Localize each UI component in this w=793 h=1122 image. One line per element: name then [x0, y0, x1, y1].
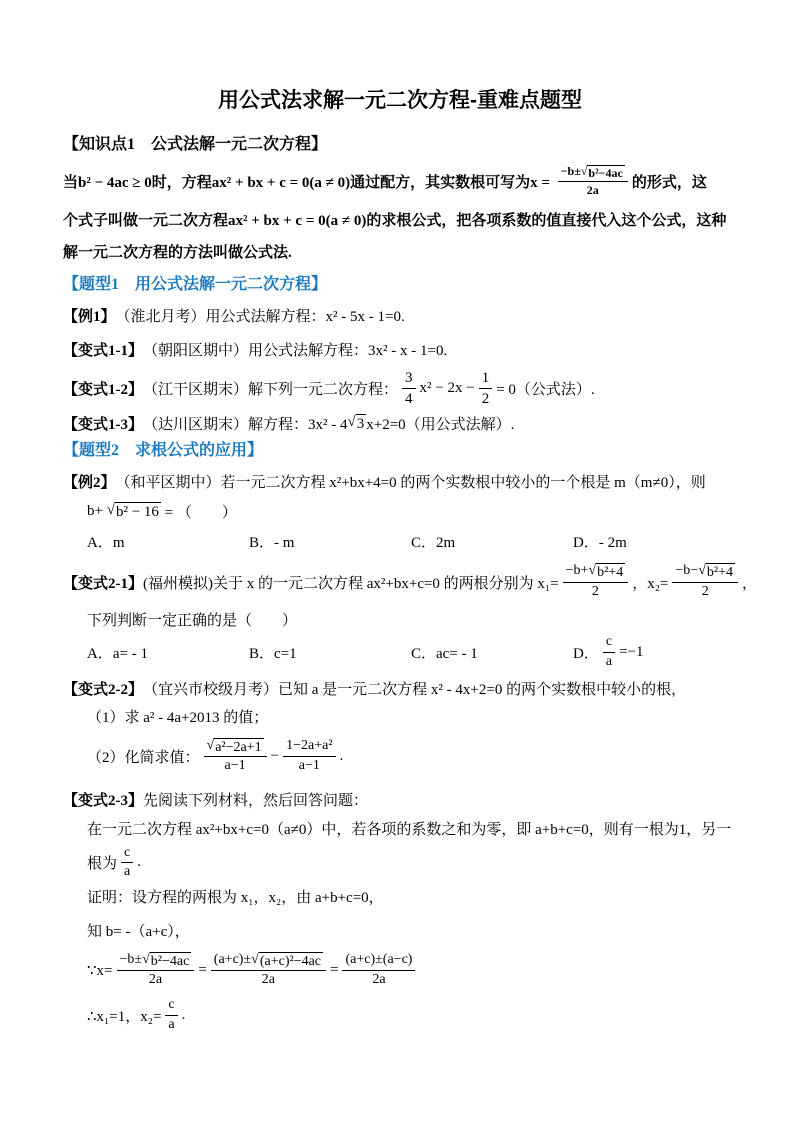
- option-c: C．ac= - 1: [411, 645, 478, 662]
- example2-formula-post: = （ ）: [160, 504, 237, 521]
- problem-variant2-2: [63, 675, 737, 703]
- radicand: b²+4: [597, 565, 624, 581]
- example2-formula-pre: b+: [87, 502, 107, 519]
- knowledge-point-heading-text: 【知识点1 公式法解一元二次方程】: [63, 135, 328, 153]
- radical: [142, 952, 191, 969]
- option-d-prefix: D．: [573, 645, 599, 662]
- fraction-denominator: 2: [591, 583, 599, 599]
- c-over-a-fraction: [121, 845, 133, 882]
- period: .: [181, 1006, 186, 1023]
- variant2-1-pre: (福州模拟)关于 x 的一元二次方程 ax²+bx+c=0 的两根分别为 x₁=: [143, 575, 559, 592]
- radicand: a²−2a+1: [215, 740, 262, 755]
- formula-denominator: 2a: [586, 183, 599, 198]
- variant2-2-item2-pre: （2）化简求值：: [87, 750, 200, 767]
- example1-label: 【例1】: [63, 308, 116, 325]
- minus-sign: −: [270, 748, 280, 765]
- material-line2-pre: 根为: [87, 856, 118, 873]
- fraction-denominator: 2a: [148, 971, 163, 987]
- problem-variant1-1: [63, 336, 737, 362]
- variant2-2-item1: [63, 703, 737, 731]
- fraction-three-quarters: [402, 369, 416, 408]
- radical: [581, 165, 625, 180]
- knowledge-paragraph-line2: [63, 202, 737, 236]
- fraction-numerator: c: [603, 634, 615, 653]
- derivation-fraction3: [342, 952, 415, 989]
- proof-step1-text: 知 b= -（a+c），: [87, 923, 190, 940]
- radical: [107, 502, 161, 521]
- fraction-numerator: [563, 563, 629, 582]
- topic2-heading-text: 【题型2 求根公式的应用】: [63, 441, 264, 459]
- option-b: B．- m: [249, 534, 295, 551]
- problem-variant1-3: [63, 410, 737, 436]
- knowledge-point-heading: [63, 130, 737, 154]
- proof-conclusion-line: [63, 995, 737, 1035]
- variant1-1-label: 【变式1-1】: [63, 342, 143, 359]
- because-x-equals: ∵x=: [87, 962, 113, 979]
- variant2-1-post: ，: [741, 575, 757, 592]
- variant2-3-material-line1: [63, 813, 737, 845]
- option-d: [573, 634, 735, 671]
- root2-fraction: [672, 563, 738, 600]
- second-fraction: [283, 738, 335, 775]
- root1-fraction: [563, 563, 629, 600]
- knowledge-line3-text: 解一元二次方程的方法叫做公式法.: [63, 244, 292, 261]
- numerator-prefix: (a+c)±: [213, 951, 252, 967]
- topic2-heading: [63, 436, 737, 460]
- radical-sign: √: [251, 951, 259, 967]
- example1-text: （淮北月考）用公式法解方程：x² - 5x - 1=0.: [115, 308, 405, 325]
- fraction-numerator: 3: [402, 369, 416, 389]
- radicand: (a+c)²−4ac: [259, 953, 321, 969]
- radical: [588, 563, 625, 580]
- fraction-numerator: [211, 952, 326, 971]
- knowledge-paragraph-line1: [63, 160, 737, 202]
- fraction-denominator: a−1: [224, 758, 246, 774]
- equals-sign: =: [330, 961, 339, 978]
- option-a: A．a= - 1: [87, 645, 148, 662]
- formula-numerator: [558, 164, 628, 182]
- derivation-fraction2: [211, 952, 326, 989]
- option-d-suffix: =−1: [619, 643, 644, 660]
- numerator-prefix: −b±: [560, 164, 581, 179]
- variant1-2-label: 【变式1-2】: [63, 381, 143, 398]
- radical-sign: √: [588, 563, 597, 579]
- fraction-numerator: [117, 952, 195, 971]
- problem-variant2-3: [63, 787, 737, 813]
- radicand: 3: [356, 415, 365, 432]
- radical: [698, 563, 735, 580]
- knowledge-text-post: 的形式，这: [631, 174, 707, 191]
- period: .: [339, 748, 344, 765]
- fraction-denominator: a−1: [298, 758, 320, 774]
- option-d: D．- 2m: [573, 534, 627, 551]
- fraction-denominator: 4: [405, 390, 413, 407]
- knowledge-line2-text: 个式子叫做一元二次方程ax² + bx + c = 0(a ≠ 0)的求根公式，把各项系数的值直接代入这个公式，这种: [63, 212, 727, 229]
- variant2-3-material-line2: [63, 845, 737, 882]
- fraction-numerator: [204, 738, 267, 757]
- c-over-a-fraction: [603, 634, 615, 671]
- variant1-3-pre: （达川区期末）解方程：3x² - 4: [143, 416, 348, 433]
- radical-sign: √: [698, 563, 706, 579]
- knowledge-paragraph-line3: [63, 236, 737, 266]
- sqrt-fraction: [204, 738, 267, 775]
- fraction-numerator: [672, 563, 738, 582]
- variant1-3-post: x+2=0（用公式法解）.: [366, 416, 515, 433]
- page-title-text: 用公式法求解一元二次方程-重难点题型: [218, 89, 582, 112]
- radical: [348, 414, 367, 433]
- radical: [207, 738, 264, 755]
- knowledge-text-pre: 当b² − 4ac ≥ 0时，方程ax² + bx + c = 0(a ≠ 0)通过配方，其实数根可写为x =: [63, 174, 554, 191]
- radicand: b²−4ac: [588, 166, 623, 181]
- topic1-heading: [63, 270, 737, 294]
- option-b: B．c=1: [249, 645, 297, 662]
- radicand: b²+4: [706, 565, 733, 581]
- fraction-denominator: 2a: [372, 971, 386, 987]
- numerator-prefix: −b−: [675, 563, 699, 579]
- option-a: A．m: [87, 534, 125, 551]
- problem-example1: [63, 302, 737, 328]
- example2-formula-line: [63, 494, 737, 528]
- material-text: 在一元二次方程 ax²+bx+c=0（a≠0）中，若各项的系数之和为零，即 a+b+c=0，则有一根为1，另一: [87, 822, 732, 839]
- variant2-1-question-line: [63, 604, 737, 634]
- example2-text: （和平区期中）若一元二次方程 x²+bx+4=0 的两个实数根中较小的一个根是 m（m≠0），则: [115, 474, 706, 491]
- equals-sign: =: [198, 961, 207, 978]
- fraction-numerator: (a+c)±(a−c): [342, 952, 415, 971]
- proof-derivation-line: [63, 945, 737, 995]
- variant2-1-question-text: 下列判断一定正确的是（ ）: [87, 612, 298, 629]
- variant2-1-label: 【变式2-1】: [63, 575, 143, 592]
- radical-sign: √: [580, 164, 588, 179]
- fraction-numerator: 1−2a+a²: [283, 738, 335, 757]
- topic1-heading-text: 【题型1 用公式法解一元二次方程】: [63, 275, 328, 293]
- variant2-1-mid: ，x₂=: [632, 575, 669, 592]
- radical: [251, 952, 323, 969]
- proof-intro-text: 证明：设方程的两根为 x₁，x₂，由 a+b+c=0，: [87, 889, 384, 906]
- fraction-denominator: a: [168, 1016, 175, 1032]
- variant1-3-label: 【变式1-3】: [63, 416, 143, 433]
- variant2-2-text: （宜兴市校级月考）已知 a 是一元二次方程 x² - 4x+2=0 的两个实数根中较小的根，: [143, 682, 687, 699]
- variant2-3-label: 【变式2-3】: [63, 793, 143, 810]
- therefore-roots: ∴x₁=1，x₂=: [87, 1008, 162, 1025]
- fraction-denominator: 2: [701, 583, 709, 599]
- example2-label: 【例2】: [63, 474, 116, 491]
- derivation-fraction1: [117, 952, 195, 989]
- radical-sign: √: [106, 501, 115, 518]
- variant2-1-options: [63, 634, 737, 671]
- page-title: [63, 84, 737, 114]
- radicand: b² − 16: [115, 503, 159, 520]
- variant2-2-label: 【变式2-2】: [63, 682, 143, 699]
- quadratic-formula-fraction: [558, 164, 628, 198]
- radical-sign: √: [347, 413, 356, 430]
- fraction-denominator: 2: [481, 390, 490, 407]
- radical-sign: √: [206, 738, 215, 753]
- variant2-2-item1-text: （1）求 a² - 4a+2013 的值；: [87, 710, 269, 727]
- problem-variant2-1: [63, 560, 757, 604]
- material-line2-post: .: [137, 854, 141, 871]
- fraction-denominator: a: [124, 864, 131, 880]
- fraction-one-half: [479, 369, 493, 408]
- fraction-numerator: c: [121, 845, 133, 864]
- proof-intro-line: [63, 881, 737, 911]
- numerator-prefix: −b+: [565, 563, 589, 579]
- problem-variant1-2: [63, 368, 737, 408]
- fraction-numerator: c: [165, 997, 177, 1016]
- option-c: C．2m: [411, 534, 456, 551]
- problem-example2: [63, 468, 737, 494]
- variant2-2-item2: [63, 731, 737, 783]
- c-over-a-fraction: [165, 997, 177, 1034]
- variant1-2-mid: x² − 2x −: [419, 379, 475, 396]
- proof-step1-line: [63, 915, 737, 945]
- variant1-2-pre: （江干区期末）解下列一元二次方程：: [143, 381, 399, 398]
- fraction-numerator: 1: [479, 369, 493, 389]
- variant2-3-text: 先阅读下列材料，然后回答问题：: [143, 793, 369, 810]
- radical-sign: √: [142, 951, 150, 967]
- example2-options: [63, 528, 737, 554]
- fraction-denominator: a: [605, 653, 613, 669]
- radicand: b²−4ac: [150, 953, 190, 969]
- variant1-1-text: （朝阳区期中）用公式法解方程：3x² - x - 1=0.: [143, 342, 448, 359]
- fraction-denominator: 2a: [261, 971, 275, 987]
- variant1-2-post: = 0（公式法）.: [496, 381, 595, 398]
- numerator-prefix: −b±: [119, 951, 143, 967]
